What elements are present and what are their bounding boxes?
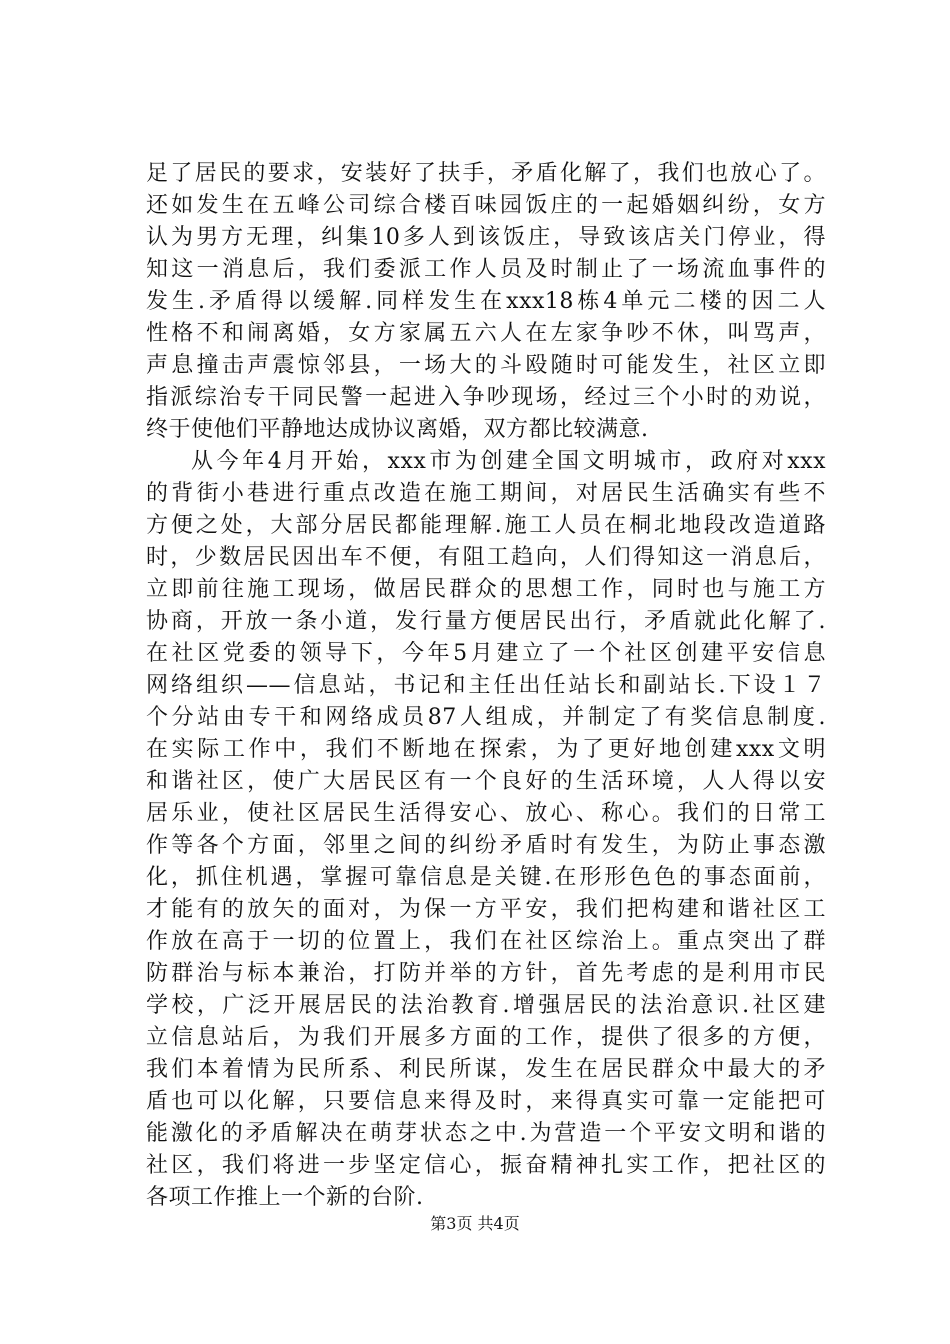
text-line: 还如发生在五峰公司综合楼百味园饭庄的一起婚姻纠纷，女方 — [146, 193, 826, 218]
text-line: 时，少数居民因出车不便，有阻工趋向，人们得知这一消息后， — [146, 545, 826, 570]
text-line: 能激化的矛盾解决在萌芽状态之中.为营造一个平安文明和谐的 — [146, 1121, 826, 1146]
text-line: 在社区党委的领导下，今年5月建立了一个社区创建平安信息 — [146, 641, 826, 666]
text-line: 作等各个方面，邻里之间的纠纷矛盾时有发生，为防止事态激 — [146, 833, 826, 858]
text-line: 居乐业，使社区居民生活得安心、放心、称心。我们的日常工 — [146, 801, 826, 826]
text-line: 各项工作推上一个新的台阶. — [146, 1185, 424, 1210]
text-line: 防群治与标本兼治，打防并举的方针，首先考虑的是利用市民 — [146, 961, 826, 986]
text-line: 足了居民的要求，安装好了扶手，矛盾化解了，我们也放心了。 — [146, 161, 826, 186]
text-line: 盾也可以化解，只要信息来得及时，来得真实可靠一定能把可 — [146, 1089, 826, 1114]
text-line: 知这一消息后，我们委派工作人员及时制止了一场流血事件的 — [146, 257, 826, 282]
text-line: 学校，广泛开展居民的法治教育.增强居民的法治意识.社区建 — [146, 993, 826, 1018]
text-line: 我们本着情为民所系、利民所谋，发生在居民群众中最大的矛 — [146, 1057, 826, 1082]
text-line: 社区，我们将进一步坚定信心，振奋精神扎实工作，把社区的 — [146, 1153, 826, 1178]
text-line: 指派综治专干同民警一起进入争吵现场，经过三个小时的劝说， — [146, 385, 826, 410]
text-line: 从今年4月开始，xxx市为创建全国文明城市，政府对xxx — [191, 449, 826, 474]
text-line: 立即前往施工现场，做居民群众的思想工作，同时也与施工方 — [146, 577, 826, 602]
paragraph-2 — [146, 446, 826, 1214]
text-line: 才能有的放矢的面对，为保一方平安，我们把构建和谐社区工 — [146, 897, 826, 922]
text-line: 终于使他们平静地达成协议离婚，双方都比较满意. — [146, 417, 649, 442]
document-body — [146, 158, 826, 1214]
text-line: 认为男方无理，纠集10多人到该饭庄，导致该店关门停业，得 — [146, 225, 826, 250]
text-line: 作放在高于一切的位置上，我们在社区综治上。重点突出了群 — [146, 929, 826, 954]
text-line: 协商，开放一条小道，发行量方便居民出行，矛盾就此化解了. — [146, 609, 826, 634]
text-line: 声息撞击声震惊邻县，一场大的斗殴随时可能发生，社区立即 — [146, 353, 826, 378]
text-line: 性格不和闹离婚，女方家属五六人在左家争吵不休，叫骂声， — [146, 321, 826, 346]
text-line: 立信息站后，为我们开展多方面的工作，提供了很多的方便， — [146, 1025, 826, 1050]
text-line: 网络组织——信息站，书记和主任出任站长和副站长.下设１７ — [146, 673, 826, 698]
text-line: 和谐社区，使广大居民区有一个良好的生活环境，人人得以安 — [146, 769, 826, 794]
paragraph-1 — [146, 158, 826, 446]
text-line: 发生.矛盾得以缓解.同样发生在xxx18栋4单元二楼的因二人 — [146, 289, 826, 314]
text-line: 化，抓住机遇，掌握可靠信息是关键.在形形色色的事态面前， — [146, 865, 826, 890]
text-line: 在实际工作中，我们不断地在探索，为了更好地创建xxx文明 — [146, 737, 826, 762]
text-line: 个分站由专干和网络成员87人组成，并制定了有奖信息制度. — [146, 705, 826, 730]
text-line: 的背街小巷进行重点改造在施工期间，对居民生活确实有些不 — [146, 481, 826, 506]
page-number-footer: 第3页 共4页 — [430, 1214, 520, 1233]
text-line: 方便之处，大部分居民都能理解.施工人员在桐北地段改造道路 — [146, 513, 826, 538]
